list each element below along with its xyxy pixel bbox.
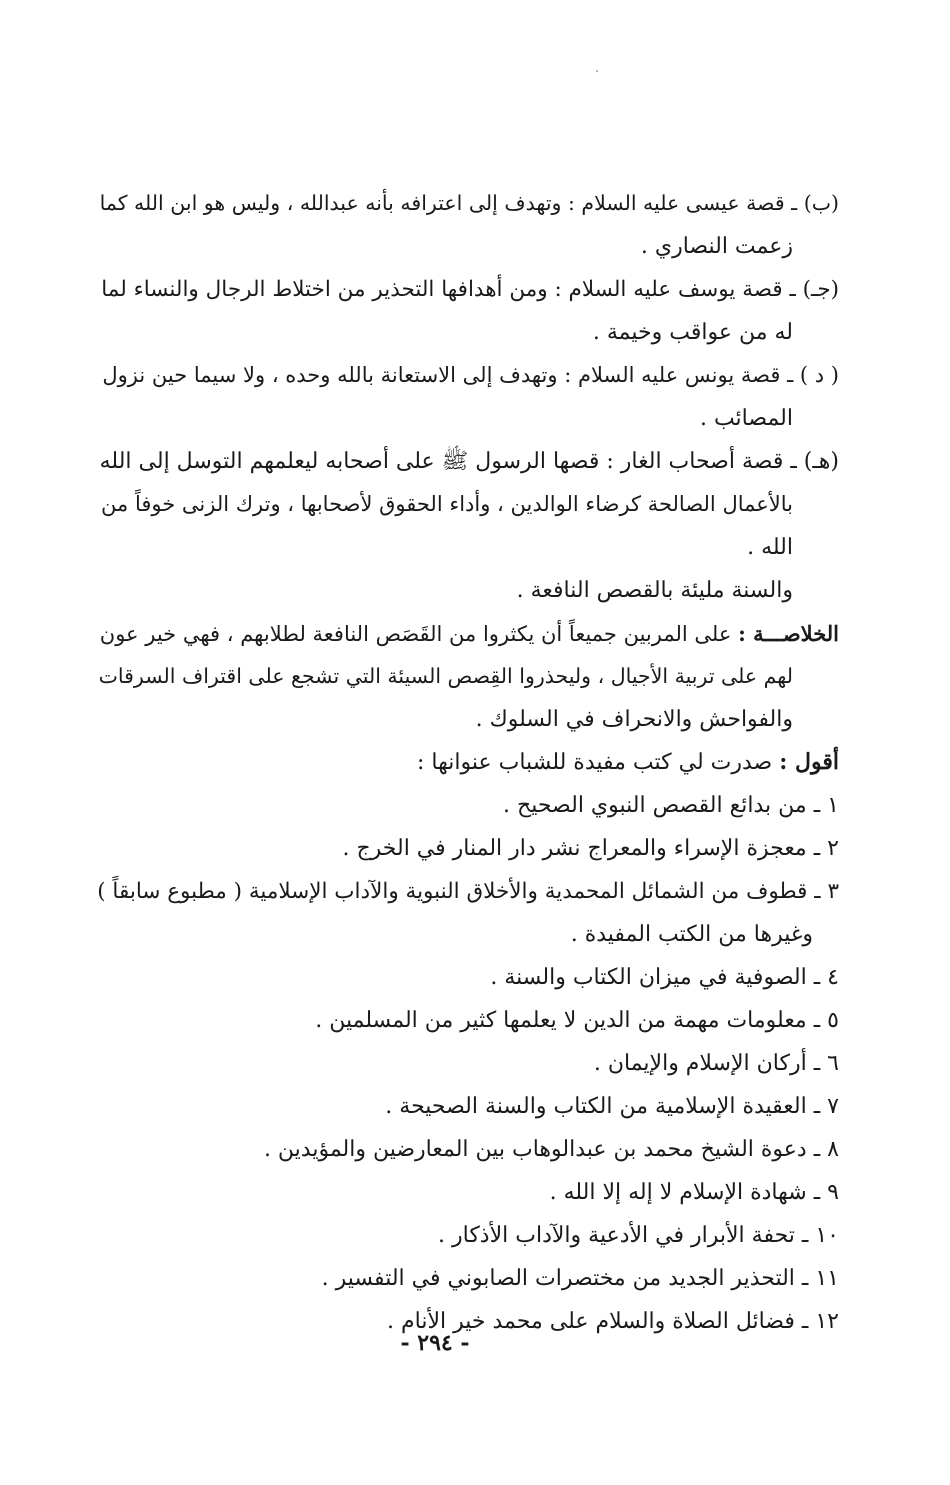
book-title: دعوة الشيخ محمد بن عبدالوهاب بين المعارضين والمؤيدين . — [263, 1137, 807, 1162]
book-title: تحفة الأبرار في الأدعية والآداب الأذكار . — [438, 1223, 795, 1248]
page-number: - ٢٩٤ - — [400, 1330, 470, 1356]
list-item — [95, 1214, 839, 1257]
book-title: العقيدة الإسلامية من الكتاب والسنة الصحيحة . — [385, 1094, 807, 1119]
list-number: ٣ ـ — [814, 879, 839, 904]
list-item-continuation: وغيرها من الكتب المفيدة . — [570, 922, 813, 947]
story-continuation: المصائب . — [699, 406, 793, 431]
story-continuation: له من عواقب وخيمة . — [592, 320, 793, 345]
books-intro-label: أقول : — [779, 749, 839, 775]
list-number: ٤ ـ — [813, 965, 839, 990]
book-title: قطوف من الشمائل المحمدية والأخلاق النبوية والآداب الإسلامية ( مطبوع سابقاً ) — [97, 879, 808, 904]
story-continuation: بالأعمال الصالحة كرضاء الوالدين ، وأداء الحقوق لأصحابها ، وترك الزنى خوفاً من — [101, 492, 793, 516]
list-item — [95, 956, 839, 999]
story-text: قصة أصحاب الغار : قصها الرسول ﷺ على أصحابه ليعلمهم التوسل إلى الله — [99, 449, 784, 474]
book-title: أركان الإسلام والإيمان . — [593, 1051, 807, 1076]
book-title: فضائل الصلاة والسلام على محمد خير الأنام . — [387, 1309, 795, 1334]
book-title: التحذير الجديد من مختصرات الصابوني في التفسير . — [321, 1266, 795, 1291]
story-text: قصة عيسى عليه السلام : وتهدف إلى اعترافه بأنه عبدالله ، وليس هو ابن الله كما — [99, 191, 785, 215]
story-marker: ( د ) ـ — [787, 363, 839, 387]
list-number: ١١ ـ — [801, 1266, 839, 1291]
conclusion-continuation: لهم على تربية الأجيال ، وليحذروا القِصص السيئة التي تشجع على اقتراف السرقات — [98, 664, 793, 688]
conclusion-continuation: والفواحش والانحراف في السلوك . — [475, 707, 793, 732]
story-line — [95, 440, 839, 483]
list-number: ٦ ـ — [813, 1051, 839, 1076]
list-item — [95, 1042, 839, 1085]
story-line — [95, 354, 839, 397]
story-marker: (ب) ـ — [791, 191, 839, 215]
story-continuation: الله . — [747, 535, 793, 560]
list-item — [95, 827, 839, 870]
list-item — [95, 999, 839, 1042]
list-number: ٥ ـ — [813, 1008, 839, 1033]
list-number: ١٠ ـ — [801, 1223, 839, 1248]
list-item — [95, 1085, 839, 1128]
book-title: الصوفية في ميزان الكتاب والسنة . — [490, 965, 807, 990]
list-item — [95, 784, 839, 827]
story-line — [95, 182, 839, 225]
list-item — [95, 1128, 839, 1171]
page-body — [95, 182, 839, 1343]
sunnah-note: والسنة مليئة بالقصص النافعة . — [516, 578, 793, 603]
conclusion-text: على المربين جميعاً أن يكثروا من القَصَص النافعة لطلابهم ، فهي خير عون — [99, 622, 732, 646]
books-intro — [95, 741, 839, 784]
story-continuation: زعمت النصاري . — [640, 234, 793, 259]
story-text: قصة يوسف عليه السلام : ومن أهدافها التحذير من اختلاط الرجال والنساء لما — [101, 277, 783, 302]
book-title: من بدائع القصص النبوي الصحيح . — [503, 793, 807, 818]
story-line — [95, 268, 839, 311]
books-intro-text: صدرت لي كتب مفيدة للشباب عنوانها : — [417, 750, 773, 775]
list-number: ٧ ـ — [813, 1094, 839, 1119]
list-item — [95, 1257, 839, 1300]
list-number: ١ ـ — [813, 793, 839, 818]
conclusion-label: الخلاصـــة : — [738, 621, 839, 646]
story-text: قصة يونس عليه السلام : وتهدف إلى الاستعانة بالله وحده ، ولا سيما حين نزول — [102, 363, 781, 387]
list-number: ٢ ـ — [813, 836, 839, 861]
book-title: معلومات مهمة من الدين لا يعلمها كثير من المسلمين . — [315, 1008, 807, 1033]
book-title: معجزة الإسراء والمعراج نشر دار المنار في الخرج . — [342, 836, 807, 861]
story-marker: (هـ) ـ — [790, 449, 839, 474]
book-title: شهادة الإسلام لا إله إلا الله . — [549, 1180, 807, 1205]
scan-speck — [596, 70, 598, 72]
list-number: ٩ ـ — [813, 1180, 839, 1205]
list-item — [95, 870, 839, 913]
list-number: ١٢ ـ — [801, 1309, 839, 1334]
list-item — [95, 1171, 839, 1214]
conclusion-line — [95, 612, 839, 655]
list-number: ٨ ـ — [813, 1137, 839, 1162]
story-marker: (جـ) ـ — [789, 277, 839, 302]
